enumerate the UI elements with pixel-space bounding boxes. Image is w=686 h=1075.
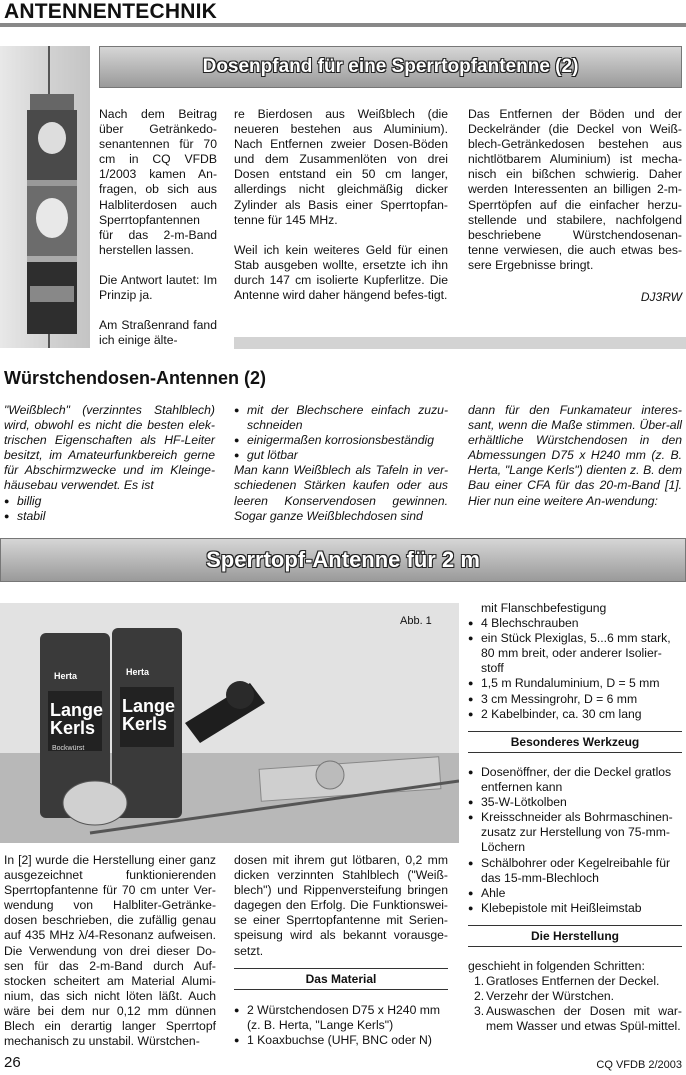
can-label-line: Kerls (50, 718, 96, 738)
article3-col1: In [2] wurde die Herstellung einer ganz ausgezeichnet funktionierenden Sperrtopfantenne für 70 cm unter Ver-wendung von Halbliter-Getränke-dosen beschrieben, die zufällig genau auf 435 MHz λ/4-Resonanz aufweisen. Die Verwendung von drei dieser Do-sen für das 2-m-Band durch Auf-stocken scheitert am Material Alumi-nium, das sich nicht löten läßt. Auch wäre bei dem nur 0,12 mm dünnen Blech ein derartig langer Sperrtopf mechanisch zu unstabil. Würstchen- (4, 853, 216, 1049)
paragraph: Weil ich kein weiteres Geld für einen Stab ausgeben wollte, ersetzte ich ihn durch 147 cm isolierte Kupferlitze. Die Antenne wird daher hängend befes-tigt. (234, 242, 448, 303)
article2-col2 (234, 403, 448, 524)
list-item: ● ein Stück Plexiglas, 5...6 mm stark, 80 mm breit, oder anderer Isolier-stoff (468, 631, 682, 676)
article1-col2 (234, 107, 448, 318)
material-list-cont (468, 616, 682, 722)
make-steps (468, 959, 682, 1034)
can-label-line: Lange (122, 696, 176, 716)
list-item: ● mit der Blechschere einfach zuzu-schneiden (234, 403, 448, 433)
paragraph: "Weißblech" (verzinntes Stahlblech) wird, obwohl es nicht die besten elek-trischen Eigenschaften als HF-Leiter besitzt, im Amateurfunkbereich gerne für Abschirmzwecke und im Kleinge-häusebau verwendet. Es ist (4, 403, 215, 493)
can-label-line: Lange (50, 700, 104, 720)
list-continuation: mit Flanschbefestigung (481, 601, 607, 615)
paragraph: dosen mit ihrem gut lötbaren, 0,2 mm dicken verzinnten Stahlblech ("Weiß-blech") und Rippenversteifung bringen dagegen den Erfolg. Die Funktionswei-se einer Sperrtopfantenne mit Serien-speisung wird als bekannt vorausge-setzt. (234, 853, 448, 958)
list-item: ● Schälbohrer oder Kegelreibahle für das 15-mm-Blechloch (468, 856, 682, 886)
list-item (468, 1004, 682, 1034)
article2-col3: dann für den Funkamateur interes-sant, wenn die Maße stimmen. Über-all erhältliche Würstchendosen in den Abmessungen D75 x H240 mm (z. B. Herta, "Lange Kerls") dienten z. B. dem Bau einer CFA für das 20-m-Band [1]. Hier nun eine weitere An-wendung: (468, 403, 682, 508)
material-list (234, 1003, 448, 1048)
make-heading: Die Herstellung (468, 925, 682, 947)
list-item: ● 4 Blechschrauben (468, 616, 682, 631)
list-item: ● 1,5 m Rundaluminium, D = 5 mm (468, 676, 682, 691)
list-item (468, 974, 682, 989)
article-banner: Sperrtopf-Antenne für 2 m (0, 538, 686, 582)
article2-col1 (4, 403, 215, 524)
list-item: ● 2 Kabelbinder, ca. 30 cm lang (468, 707, 682, 722)
list-item: ● Dosenöffner, der die Deckel gratlos entfernen kann (468, 765, 682, 795)
list-item: ● Klebepistole mit Heißleimstab (468, 901, 682, 916)
list-item: ● Ahle (468, 886, 682, 901)
step-list (468, 974, 682, 1034)
can-antenna-photo (0, 46, 90, 348)
article3-col3 (468, 601, 682, 722)
step-text: Verzehr der Würstchen. (486, 989, 615, 1004)
section-title: ANTENNENTECHNIK (4, 0, 217, 23)
list-item: ● 1 Koaxbuchse (UHF, BNC oder N) (234, 1033, 448, 1048)
list-item: ● 35-W-Lötkolben (468, 795, 682, 810)
paragraph: re Bierdosen aus Weißblech (die neueren bestehen aus Aluminium). Nach Entfernen zweier Dosen-Böden und dem Zusammenlöten von drei Dosen entstand ein 50 cm langer, allerdings nicht gleichmäßig dicker Zylinder als Basis einer Sperrtopfan-tenne für 145 MHz. (234, 107, 448, 227)
paragraph: geschieht in folgenden Schritten: (468, 959, 645, 973)
property-list (234, 403, 448, 463)
article-banner: Dosenpfand für eine Sperrtopfantenne (2) (99, 46, 682, 88)
can-label-line: Kerls (122, 714, 168, 734)
can-brand: Herta (126, 667, 150, 677)
tools-list (468, 765, 682, 916)
author-signature: DJ3RW (640, 290, 682, 304)
sausage-can-photo (0, 603, 459, 843)
can-label (122, 697, 175, 733)
step-number: 2. (474, 989, 485, 1004)
article1-col1 (99, 107, 217, 348)
article1-col3 (468, 107, 682, 288)
can-sub: Bockwürst (52, 745, 85, 752)
article3-col2 (234, 853, 448, 959)
issue-label: CQ VFDB 2/2003 (596, 1059, 682, 1071)
step-number: 3. (474, 1004, 485, 1019)
gray-divider (234, 337, 686, 349)
page-number: 26 (4, 1054, 21, 1071)
list-item: ● stabil (4, 509, 215, 524)
list-item: ● 2 Würstchendosen D75 x H240 mm (z. B. Herta, "Lange Kerls") (234, 1003, 448, 1033)
list-item: ● einigermaßen korrosionsbeständig (234, 433, 448, 448)
header-rule (0, 23, 686, 27)
material-heading: Das Material (234, 968, 448, 990)
step-text: Auswaschen der Dosen mit war-mem Wasser und etwas Spül-mittel. (486, 1004, 682, 1034)
paragraph: Die Antwort lautet: Im Prinzip ja. (99, 272, 217, 303)
list-item: ● gut lötbar (234, 448, 448, 463)
property-list (4, 494, 215, 524)
paragraph: Man kann Weißblech als Tafeln in ver-schiedenen Stärken kaufen oder aus leeren Konservendosen gewinnen. Sogar ganze Weißblechdosen sind (234, 463, 448, 523)
paragraph: Am Straßenrand fand ich einige älte- (99, 318, 217, 348)
list-item (468, 989, 682, 1004)
step-text: Gratloses Entfernen der Deckel. (486, 974, 660, 989)
can-brand: Herta (54, 671, 78, 681)
paragraph: Nach dem Beitrag über Getränkedo-senantennen für 70 cm in CQ VFDB 1/2003 kamen An-fragen, ob sich aus Halbliterdosen auch Sperrtopfantennen für das 2-m-Band herstellen lassen. (99, 107, 217, 257)
list-item: ● billig (4, 494, 215, 509)
figure-caption: Abb. 1 (400, 615, 432, 627)
list-item: ● 3 cm Messingrohr, D = 6 mm (468, 692, 682, 707)
article-heading: Würstchendosen-Antennen (2) (4, 368, 267, 388)
paragraph: Das Entfernen der Böden und der Deckelränder (die Deckel von Weiß-blech-Getränkedosen bestehen aus nichtlötbarem Aluminium) ist mecha-nisch ein bißchen schwierig. Daher werden Interessenten an billigen 2-m-Sperrtöpfen auf die einfacher herzu-stellende und stabilere, nachfolgend beschriebene Würstchendosenan-tenne verwiesen, die auch etwas bes-sere Ergebnisse bringt. (468, 107, 682, 272)
step-number: 1. (474, 974, 485, 989)
tools-heading: Besonderes Werkzeug (468, 731, 682, 753)
can-label (50, 701, 103, 737)
list-item: ● Kreisschneider als Bohrmaschinen-zusatz zur Herstellung von 75-mm-Löchern (468, 810, 682, 855)
